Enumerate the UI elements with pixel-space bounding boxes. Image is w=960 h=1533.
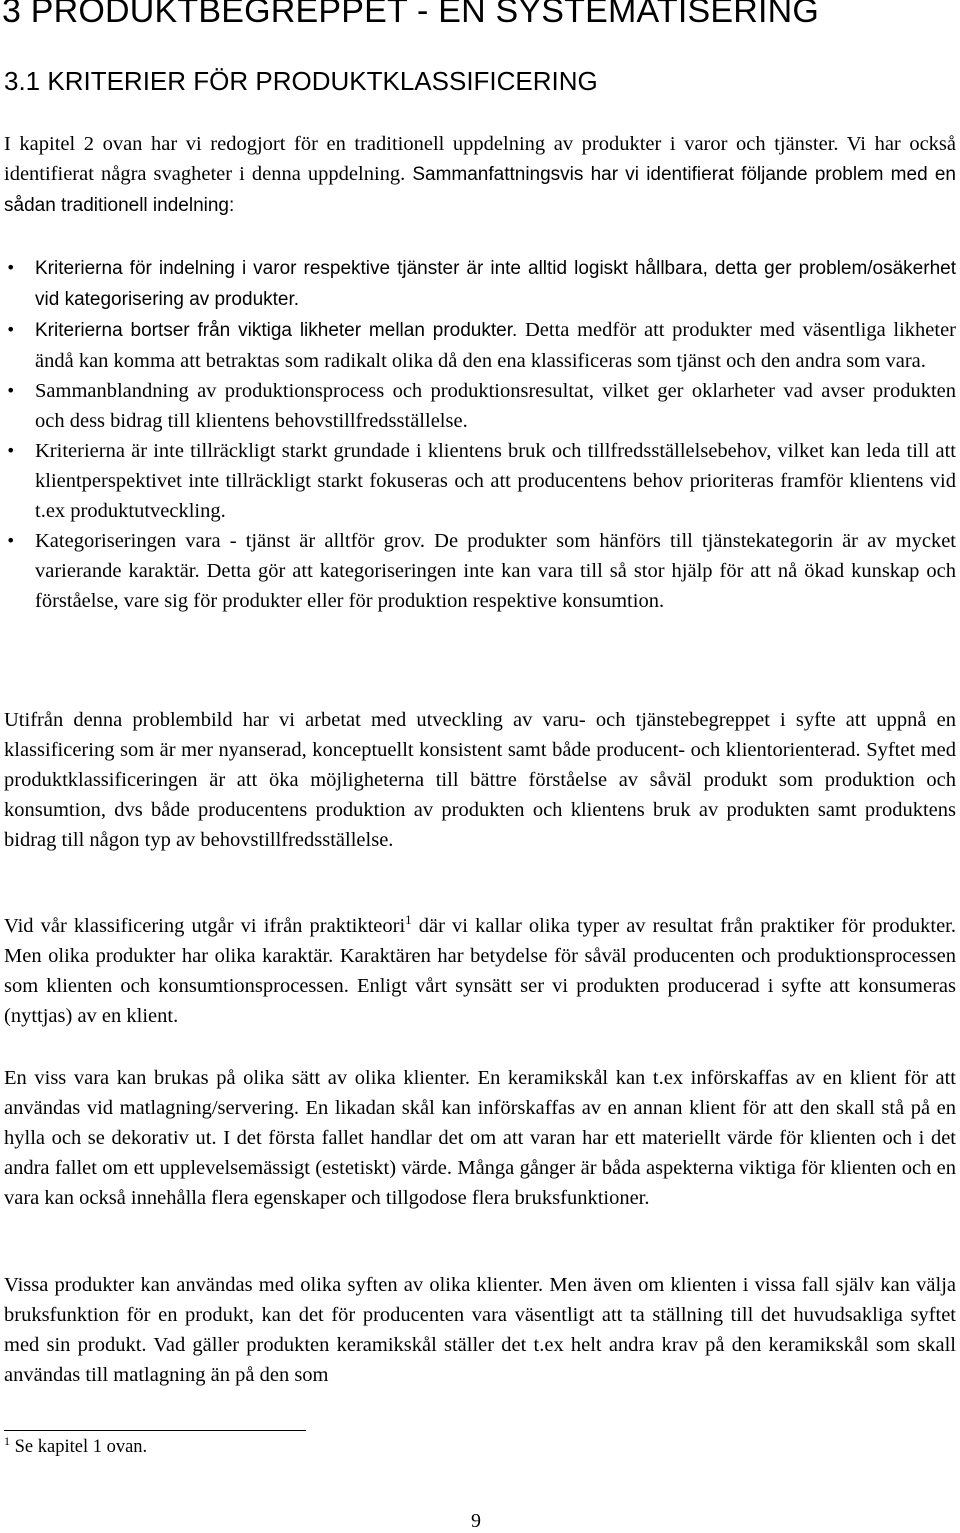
paragraph-text-cont: där vi kallar olika typer av resultat från praktiker för produkter. Men olika produkter har olika karaktär. Karaktären har betydelse för såväl producenten och produktionsprocessen som klienten och konsumtionsprocessen. Enligt vårt synsätt ser vi produkten producerad i syfte att konsumeras (nyttjas) av en klient. — [4, 915, 956, 1027]
intro-text: I kapitel 2 ovan har vi redogjort för en traditionell uppdelning av produkter i varor och tjänster. Vi har också identifierat några svagheter i denna uppdelning. — [4, 133, 956, 185]
section-heading: 3.1 KRITERIER FÖR PRODUKTKLASSIFICERING — [4, 66, 598, 96]
bullet-icon: • — [6, 531, 16, 550]
list-item-text-cont: Detta medför att produkter med väsentliga likheter ändå kan komma att betraktas som radikalt olika då den ena klassificeras som tjänst och den andra som vara. — [35, 319, 957, 372]
list-item-text: Kriterierna är inte tillräckligt starkt grundade i klientens bruk och tillfredsställelsebehov, vilket kan leda till att klientperspektivet inte tillräckligt starkt fokuseras och att producentens behov prioriteras framför klientens vid t.ex produktutveckling. — [35, 440, 956, 522]
list-item-text: Kriterierna bortser från viktiga likheter mellan produkter. — [35, 320, 518, 341]
list-item-text: Sammanblandning av produktionsprocess och produktionsresultat, vilket ger oklarheter vad avser produkten och dess bidrag till klientens behovstillfredsställelse. — [35, 380, 956, 432]
body-paragraph-4: Vissa produkter kan användas med olika syften av olika klienter. Men även om klienten i vissa fall själv kan välja bruksfunktion för en produkt, kan det för producenten vara väsentligt att ta ställning till det huvudsakliga syftet med sin produkt. Vad gäller produkten keramikskål ställer det t.ex helt andra krav på den keramikskål som skall användas till matlagning än på den som — [4, 1274, 956, 1386]
bullet-icon: • — [6, 320, 16, 339]
list-item — [4, 315, 956, 376]
body-paragraph-2 — [4, 911, 956, 1031]
list-item — [4, 253, 956, 315]
bullet-icon: • — [6, 258, 16, 277]
footnote-mark: 1 — [4, 1434, 10, 1448]
footnote-reference[interactable]: 1 — [405, 912, 412, 927]
bullet-icon: • — [6, 441, 16, 460]
intro-summary-text: Sammanfattningsvis har vi identifierat följande problem med en sådan traditionell indelning: — [4, 164, 956, 216]
body-paragraph-1: Utifrån denna problembild har vi arbetat med utveckling av varu- och tjänstebegreppet i syfte att uppnå en klassificering som är mer nyanserad, konceptuellt konsistent samt både producent- och klientorienterad. Syftet med produktklassificeringen är att öka möjligheterna till bättre förståelse av såväl produkt som produktion och konsumtion, dvs både producentens produktion av produkten och klientens bruk av produkten samt produktens bidrag till någon typ av behovstillfredsställelse. — [4, 709, 956, 851]
intro-paragraph — [4, 129, 956, 221]
footnote — [4, 1434, 148, 1458]
list-item — [4, 436, 956, 526]
chapter-heading: 3 PRODUKTBEGREPPET - EN SYSTEMATISERING — [2, 0, 820, 30]
footnote-divider — [4, 1430, 306, 1431]
problem-list — [4, 253, 956, 616]
footnote-text: Se kapitel 1 ovan. — [10, 1437, 148, 1457]
list-item — [4, 526, 956, 616]
bullet-icon: • — [6, 381, 16, 400]
list-item-text-cont: De produkter som hänförs till tjänstekategorin är av mycket varierande karaktär. Detta gör att kategoriseringen inte kan vara till så stor hjälp för att nå ökad kunskap och förståelse, vare sig för produkter eller för produktion respektive konsumtion. — [35, 530, 956, 612]
body-paragraph-3: En viss vara kan brukas på olika sätt av olika klienter. En keramikskål kan t.ex införskaffas av en klient för att användas vid matlagning/servering. En likadan skål kan införskaffas av en annan klient för att den skall stå på en hylla och se dekorativ ut. I det första fallet handlar det om att varan har ett materiellt värde för klienten och i det andra fallet om ett upplevelsemässigt (estetiskt) värde. Många gånger är båda aspekterna viktiga för klienten och en vara kan också innehålla flera egenskaper och tillgodose flera bruksfunktioner. — [4, 1067, 956, 1209]
list-item — [4, 376, 956, 436]
list-item-text: Kategoriseringen vara - tjänst är alltför grov. — [35, 530, 426, 552]
page-number: 9 — [471, 1510, 481, 1532]
paragraph-text: Vid vår klassificering utgår vi ifrån praktikteori — [4, 915, 406, 937]
list-item-text: Kriterierna för indelning i varor respektive tjänster är inte alltid logiskt hållbara, detta ger problem/osäkerhet vid kategorisering av produkter. — [35, 258, 956, 310]
